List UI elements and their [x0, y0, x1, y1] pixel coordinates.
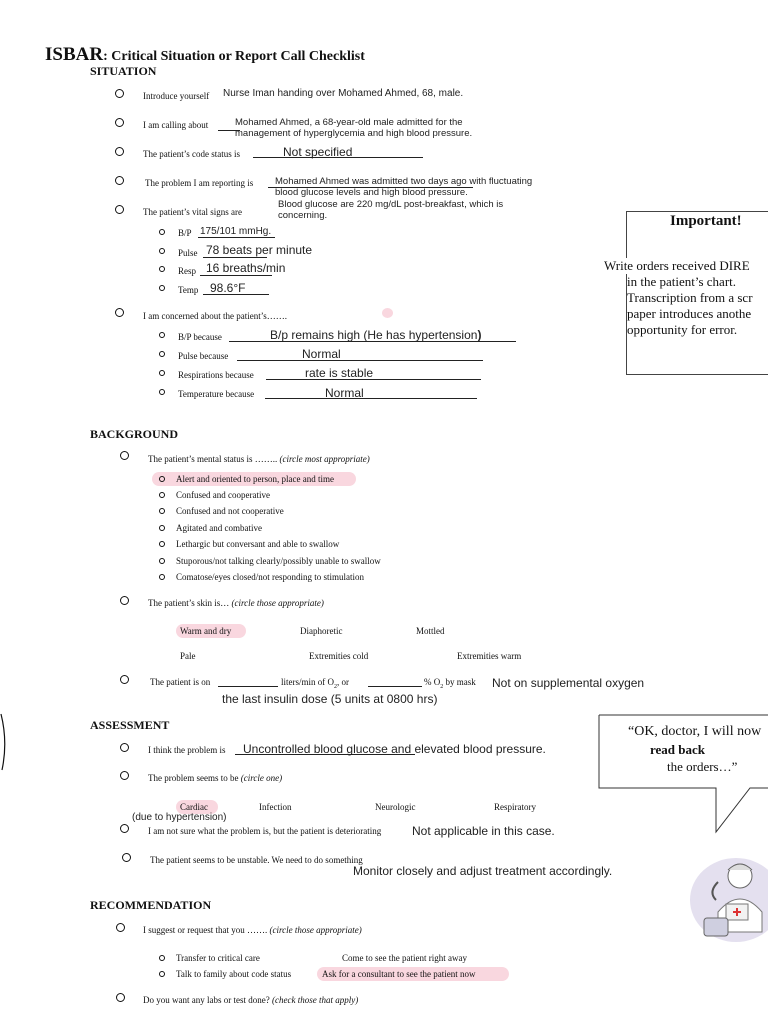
mental-status-label	[148, 454, 370, 464]
calling-about-answer-2: management of hyperglycemia and high blood pressure.	[235, 128, 473, 139]
bp-line	[198, 237, 275, 238]
problem-answer-1: Mohamed Ahmed was admitted two days ago with fluctuating	[275, 176, 533, 187]
problem-is-answer	[243, 742, 546, 756]
vitals-answer-2: concerning.	[278, 210, 328, 221]
checkbox-concerned[interactable]	[115, 308, 124, 317]
oxygen-label-a: The patient is on	[150, 677, 211, 687]
seems-text: The problem seems to be	[148, 773, 239, 783]
page-title	[45, 44, 365, 66]
title-main: ISBAR	[45, 44, 104, 65]
code-status-answer: Not specified	[283, 145, 353, 159]
checkbox-labs[interactable]	[116, 993, 125, 1002]
pulse-because-line	[237, 360, 483, 361]
oxygen-answer: Not on supplemental oxygen	[492, 676, 645, 690]
checkbox-calling-about[interactable]	[115, 118, 124, 127]
checkbox-problem-is[interactable]	[120, 743, 129, 752]
skin-option-extremities-warm[interactable]: Extremities warm	[457, 651, 522, 661]
introduce-answer: Nurse Iman handing over Mohamed Ahmed, 68, male.	[223, 88, 464, 99]
mental-option-2[interactable]: Confused and not cooperative	[176, 506, 284, 516]
seems-hint: (circle one)	[240, 773, 283, 783]
temp-answer: 98.6°F	[210, 281, 246, 295]
checkbox-pulse-because[interactable]	[159, 351, 165, 357]
skin-option-pale[interactable]: Pale	[180, 651, 196, 661]
oxygen-label-b	[281, 677, 349, 690]
mental-option-4[interactable]: Lethargic but conversant and able to swallow	[176, 539, 340, 549]
temp-because-label: Temperature because	[178, 389, 255, 399]
calling-about-label: I am calling about	[143, 120, 209, 130]
pulse-because-label: Pulse because	[178, 351, 229, 361]
concerned-label: I am concerned about the patient’s…….	[143, 311, 287, 321]
radio-mental-4[interactable]	[159, 541, 165, 547]
checkbox-temp[interactable]	[159, 285, 165, 291]
suggest-hint: (circle those appropriate)	[269, 925, 362, 935]
seems-label	[148, 773, 282, 783]
checkbox-temp-because[interactable]	[159, 389, 165, 395]
important-line-1: Write orders received DIRE	[604, 258, 750, 273]
insulin-answer: the last insulin dose (5 units at 0800 hrs)	[222, 692, 438, 706]
oxygen-sub-2: 2	[440, 683, 444, 690]
option-consultant[interactable]: Ask for a consultant to see the patient now	[322, 969, 476, 979]
resp-line	[200, 275, 272, 276]
option-talk-family[interactable]: Talk to family about code status	[176, 969, 292, 979]
callout-line-1: “OK, doctor, I will now	[628, 724, 762, 739]
important-line-4: paper introduces anothe	[627, 306, 752, 321]
seems-option-infection[interactable]: Infection	[259, 802, 292, 812]
option-come-see[interactable]: Come to see the patient right away	[342, 953, 467, 963]
checkbox-mental-status[interactable]	[120, 451, 129, 460]
mental-status-text: The patient’s mental status is ……..	[148, 454, 278, 464]
labs-text: Do you want any labs or test done?	[143, 995, 270, 1005]
edge-bracket	[0, 712, 10, 772]
bp-label: B/P	[178, 228, 192, 238]
checkbox-resp-because[interactable]	[159, 370, 165, 376]
temp-because-line	[265, 398, 477, 399]
skin-option-diaphoretic[interactable]: Diaphoretic	[300, 626, 343, 636]
checkbox-bp-because[interactable]	[159, 332, 165, 338]
checkbox-suggest[interactable]	[116, 923, 125, 932]
important-line-3: Transcription from a scr	[627, 290, 753, 305]
skin-hint: (circle those appropriate)	[231, 598, 324, 608]
oxygen-percent-line	[368, 686, 422, 687]
unstable-answer: Monitor closely and adjust treatment accordingly.	[353, 864, 613, 878]
suggest-text: I suggest or request that you …….	[143, 925, 268, 935]
skin-option-mottled[interactable]: Mottled	[416, 626, 445, 636]
mental-option-3[interactable]: Agitated and combative	[176, 523, 262, 533]
pulse-answer: 78 beats per minute	[206, 243, 313, 257]
mental-option-6[interactable]: Comatose/eyes closed/not responding to stimulation	[176, 572, 364, 582]
radio-talk-family[interactable]	[159, 971, 165, 977]
resp-label: Resp	[178, 266, 196, 276]
nurse-phone-illustration-icon	[688, 852, 768, 944]
checkbox-oxygen[interactable]	[120, 675, 129, 684]
situation-heading: SITUATION	[90, 64, 157, 78]
suggest-label	[143, 925, 362, 935]
callout-line-3: the orders…”	[667, 759, 738, 774]
radio-mental-1[interactable]	[159, 492, 165, 498]
unstable-label: The patient seems to be unstable. We need to do something	[150, 855, 363, 865]
radio-mental-2[interactable]	[159, 508, 165, 514]
labs-hint: (check those that apply)	[271, 995, 359, 1005]
checkbox-introduce[interactable]	[115, 89, 124, 98]
important-line-2: in the patient’s chart.	[627, 274, 737, 289]
resp-because-label: Respirations because	[178, 370, 254, 380]
radio-mental-3[interactable]	[159, 525, 165, 531]
recommendation-heading: RECOMMENDATION	[90, 898, 212, 912]
checkbox-vitals[interactable]	[115, 205, 124, 214]
resp-because-answer: rate is stable	[305, 366, 374, 380]
checkbox-code-status[interactable]	[115, 147, 124, 156]
bp-answer: 175/101 mmHg.	[200, 226, 272, 237]
labs-label	[143, 995, 358, 1005]
oxygen-liters-line	[218, 686, 278, 687]
problem-is-answer-b: and elevated blood pressure.	[391, 742, 546, 756]
oxygen-sub-1: 2	[334, 683, 337, 690]
skin-option-warm-dry[interactable]: Warm and dry	[180, 626, 232, 636]
bp-because-label: B/P because	[178, 332, 222, 342]
bp-because-answer-text: B/p remains high (He has hypertension	[270, 328, 478, 342]
bp-because-paren: )	[477, 328, 482, 342]
seems-option-cardiac[interactable]: Cardiac	[180, 802, 208, 812]
bp-because-answer	[270, 328, 481, 342]
important-title: Important!	[670, 213, 742, 229]
problem-answer-2: blood glucose levels and high blood pressure.	[275, 187, 468, 198]
checkbox-problem[interactable]	[115, 176, 124, 185]
code-status-label: The patient’s code status is	[143, 149, 240, 159]
checkbox-seems[interactable]	[120, 771, 129, 780]
oxygen-label-e: by mask	[443, 677, 476, 687]
skin-text: The patient’s skin is…	[148, 598, 230, 608]
mental-option-5[interactable]: Stuporous/not talking clearly/possibly unable to swallow	[176, 556, 381, 566]
temp-label: Temp	[178, 285, 199, 295]
checkbox-resp[interactable]	[159, 266, 165, 272]
radio-mental-0[interactable]	[159, 476, 165, 482]
title-rest: : Critical Situation or Report Call Checklist	[103, 49, 365, 64]
skin-label	[148, 598, 324, 608]
background-heading: BACKGROUND	[90, 427, 179, 441]
oxygen-label-b-text: liters/min of O	[281, 677, 334, 687]
option-transfer[interactable]: Transfer to critical care	[176, 953, 260, 963]
pulse-because-answer: Normal	[302, 347, 341, 361]
vitals-answer-1: Blood glucose are 220 mg/dL post-breakfast, which is	[278, 199, 504, 210]
problem-is-label: I think the problem is	[148, 745, 226, 755]
highlight-dot	[382, 308, 393, 318]
skin-option-extremities-cold[interactable]: Extremities cold	[309, 651, 369, 661]
oxygen-label-d-text: % O	[424, 677, 441, 687]
seems-option-neurologic[interactable]: Neurologic	[375, 802, 416, 812]
radio-transfer[interactable]	[159, 955, 165, 961]
mental-option-0[interactable]: Alert and oriented to person, place and time	[176, 474, 334, 484]
radio-mental-6[interactable]	[159, 574, 165, 580]
checkbox-unstable[interactable]	[122, 853, 131, 862]
checkbox-pulse[interactable]	[159, 248, 165, 254]
mental-option-1[interactable]: Confused and cooperative	[176, 490, 270, 500]
mental-status-hint: (circle most appropriate)	[279, 454, 370, 464]
important-line-5: opportunity for error.	[627, 322, 738, 337]
resp-answer: 16 breaths/min	[206, 261, 286, 275]
vitals-label: The patient’s vital signs are	[143, 207, 242, 217]
introduce-label: Introduce yourself	[143, 91, 210, 101]
oxygen-label-d	[424, 677, 476, 690]
checkbox-skin[interactable]	[120, 596, 129, 605]
pulse-line	[203, 257, 267, 258]
checkbox-not-sure[interactable]	[120, 824, 129, 833]
oxygen-label-c: , or	[337, 677, 349, 687]
assessment-heading: ASSESSMENT	[90, 718, 170, 732]
seems-note: (due to hypertension)	[132, 812, 227, 823]
not-sure-answer: Not applicable in this case.	[412, 824, 555, 838]
callout-line-2: read back	[650, 742, 706, 757]
problem-label: The problem I am reporting is	[145, 178, 254, 188]
radio-mental-5[interactable]	[159, 558, 165, 564]
checkbox-bp[interactable]	[159, 229, 165, 235]
resp-because-line	[266, 379, 481, 380]
seems-option-respiratory[interactable]: Respiratory	[494, 802, 536, 812]
not-sure-label: I am not sure what the problem is, but the patient is deteriorating	[148, 826, 382, 836]
calling-about-answer-1: Mohamed Ahmed, a 68-year-old male admitted for the	[235, 117, 463, 128]
pulse-label: Pulse	[178, 248, 198, 258]
temp-because-answer: Normal	[325, 386, 364, 400]
problem-is-answer-a: Uncontrolled blood glucose	[243, 742, 392, 756]
